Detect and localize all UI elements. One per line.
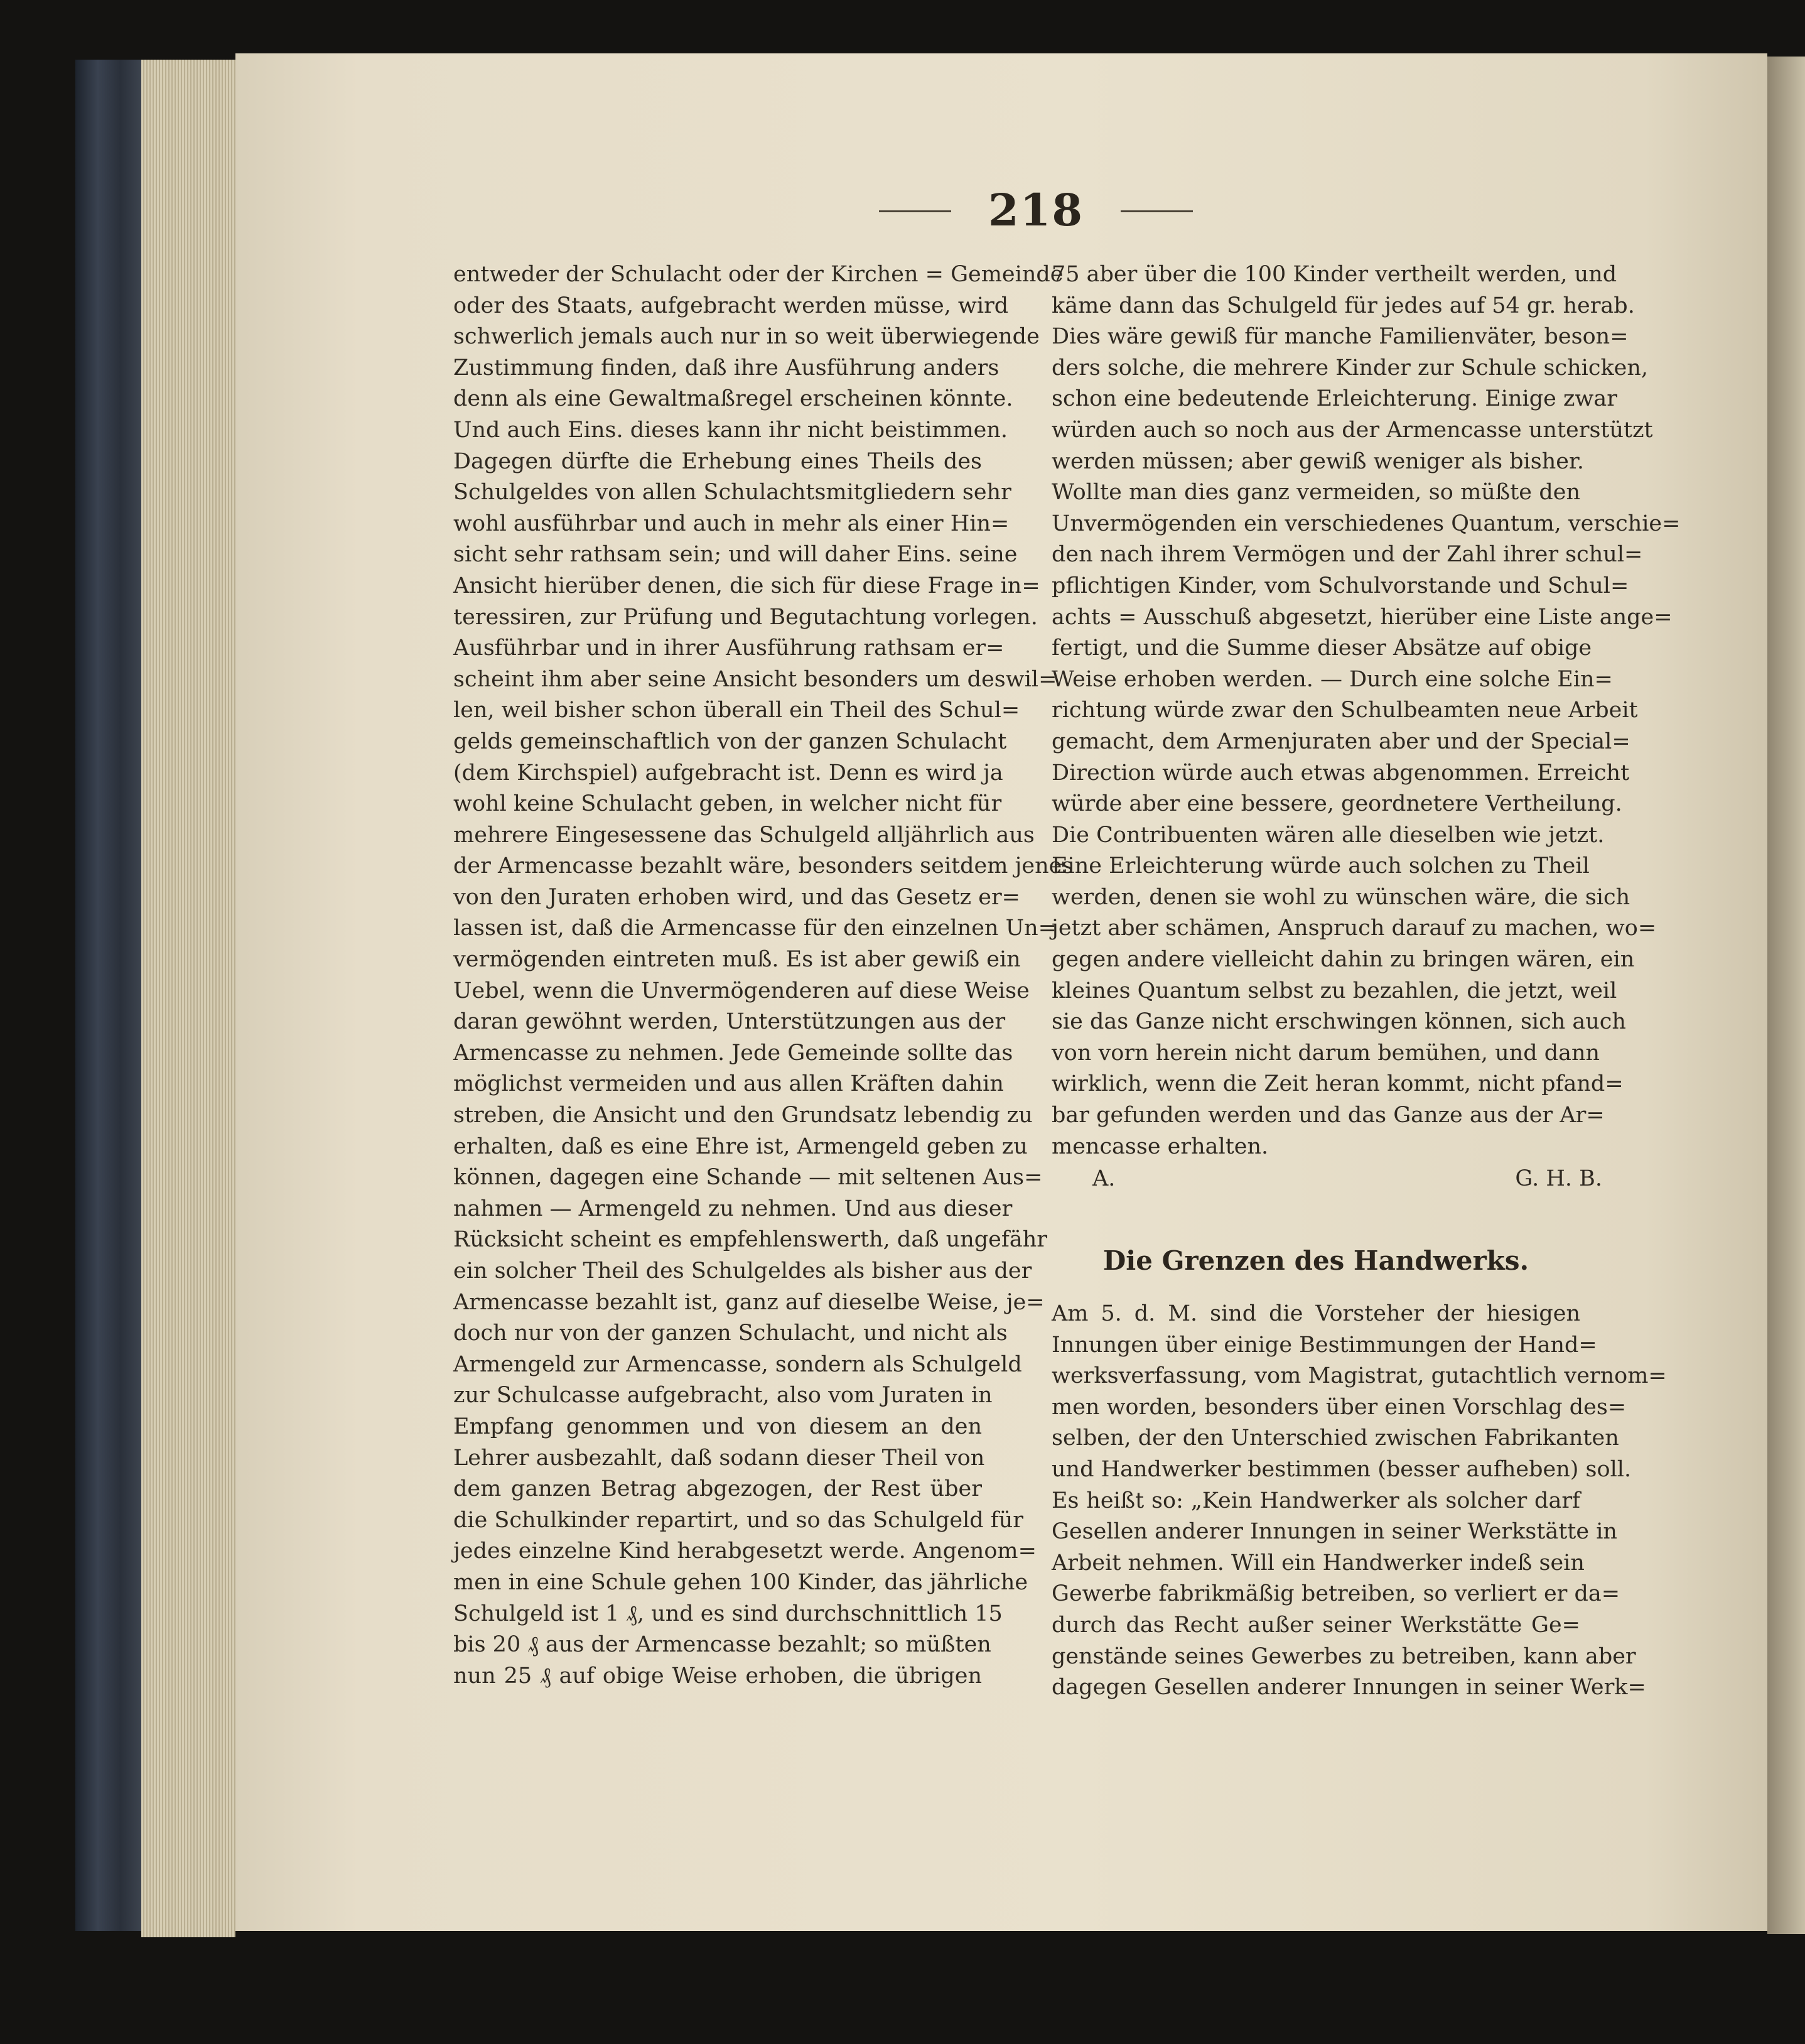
- text-line: werksverfassung, vom Magistrat, gutachtlich vernom=: [1052, 1363, 1667, 1389]
- text-line: Lehrer ausbezahlt, daß sodann dieser Theil von: [453, 1445, 985, 1471]
- text-line: der Armencasse bezahlt wäre, besonders seitdem jenes: [453, 853, 1074, 879]
- page-header: [879, 182, 1193, 239]
- text-line: Und auch Eins. dieses kann ihr nicht beistimmen.: [453, 417, 1008, 443]
- text-line: Gesellen anderer Innungen in seiner Werkstätte in: [1052, 1519, 1617, 1545]
- text-line: zur Schulcasse aufgebracht, also vom Juraten in: [453, 1383, 993, 1409]
- text-line: wohl keine Schulacht geben, in welcher nicht für: [453, 791, 1002, 817]
- text-line: scheint ihm aber seine Ansicht besonders um deswil=: [453, 666, 1057, 692]
- text-line: Schulgeldes von allen Schulachtsmitgliedern sehr: [453, 480, 1011, 506]
- text-line: selben, der den Unterschied zwischen Fabrikanten: [1052, 1425, 1619, 1451]
- text-line: Es heißt so: „Kein Handwerker als solcher darf: [1052, 1488, 1580, 1513]
- text-line: Armencasse bezahlt ist, ganz auf dieselbe Weise, je=: [453, 1289, 1045, 1315]
- text-line: jetzt aber schämen, Anspruch darauf zu machen, wo=: [1052, 916, 1657, 941]
- signature-right: G. H. B.: [1515, 1166, 1602, 1191]
- text-line: Weise erhoben werden. — Durch eine solche Ein=: [1052, 666, 1613, 692]
- text-line: und Handwerker bestimmen (besser aufheben) soll.: [1052, 1456, 1632, 1482]
- next-page-edge: [1767, 57, 1805, 1934]
- text-line: Die Contribuenten wären alle dieselben wie jetzt.: [1052, 822, 1605, 848]
- text-line: kleines Quantum selbst zu bezahlen, die jetzt, weil: [1052, 978, 1617, 1003]
- text-line: würden auch so noch aus der Armencasse unterstützt: [1052, 417, 1653, 443]
- text-line: achts = Ausschuß abgesetzt, hierüber eine Liste ange=: [1052, 604, 1673, 630]
- text-line: mehrere Eingesessene das Schulgeld alljährlich aus: [453, 822, 1035, 848]
- text-line: Dagegen dürfte die Erhebung eines Theils des: [453, 448, 982, 474]
- text-line: gemacht, dem Armenjuraten aber und der Special=: [1052, 728, 1630, 754]
- book-spine: [75, 60, 151, 1931]
- text-line: nahmen — Armengeld zu nehmen. Und aus dieser: [453, 1196, 1013, 1221]
- text-line: Empfang genommen und von diesem an den: [453, 1414, 982, 1439]
- text-line: Dies wäre gewiß für manche Familienväter, beson=: [1052, 324, 1629, 350]
- text-line: (dem Kirchspiel) aufgebracht ist. Denn es wird ja: [453, 760, 1003, 786]
- text-line: Am 5. d. M. sind die Vorsteher der hiesigen: [1052, 1301, 1580, 1326]
- text-line: bar gefunden werden und das Ganze aus der Ar=: [1052, 1103, 1605, 1128]
- text-line: gelds gemeinschaftlich von der ganzen Schulacht: [453, 728, 1007, 754]
- right-column: [1052, 259, 1681, 1162]
- text-line: lassen ist, daß die Armencasse für den einzelnen Un=: [453, 916, 1057, 941]
- text-line: von den Juraten erhoben wird, und das Gesetz er=: [453, 884, 1021, 910]
- text-line: men in eine Schule gehen 100 Kinder, das jährliche: [453, 1569, 1028, 1595]
- section-heading: Die Grenzen des Handwerks.: [1102, 1245, 1529, 1276]
- text-line: schon eine bedeutende Erleichterung. Einige zwar: [1052, 386, 1617, 412]
- text-line: denn als eine Gewaltmaßregel erscheinen könnte.: [453, 386, 1013, 412]
- text-line: Rücksicht scheint es empfehlenswerth, daß ungefähr: [453, 1227, 1047, 1253]
- text-line: vermögenden eintreten muß. Es ist aber gewiß ein: [453, 947, 1021, 973]
- text-line: dem ganzen Betrag abgezogen, der Rest über: [453, 1476, 982, 1502]
- signature-left: A.: [1092, 1166, 1116, 1191]
- text-line: die Schulkinder repartirt, und so das Schulgeld für: [453, 1507, 1024, 1533]
- text-line: schwerlich jemals auch nur in so weit überwiegende: [453, 324, 1040, 350]
- text-line: men worden, besonders über einen Vorschlag des=: [1052, 1394, 1627, 1420]
- text-line: ders solche, die mehrere Kinder zur Schule schicken,: [1052, 355, 1649, 381]
- text-line: erhalten, daß es eine Ehre ist, Armengeld geben zu: [453, 1133, 1028, 1159]
- page-number: 218: [988, 184, 1084, 236]
- text-line: Ausführbar und in ihrer Ausführung rathsam er=: [453, 635, 1005, 661]
- text-line: wohl ausführbar und auch in mehr als einer Hin=: [453, 511, 1010, 536]
- text-line: doch nur von der ganzen Schulacht, und nicht als: [453, 1321, 1008, 1346]
- text-line: Direction würde auch etwas abgenommen. Erreicht: [1052, 760, 1630, 786]
- text-line: streben, die Ansicht und den Grundsatz lebendig zu: [453, 1103, 1033, 1128]
- text-line: entweder der Schulacht oder der Kirchen = Gemeinde: [453, 262, 1064, 287]
- text-line: teressiren, zur Prüfung und Begutachtung vorlegen.: [453, 604, 1038, 630]
- text-line: werden, denen sie wohl zu wünschen wäre, die sich: [1052, 884, 1630, 910]
- header-rule-right: [1121, 210, 1193, 212]
- text-line: Uebel, wenn die Unvermögenderen auf diese Weise: [453, 978, 1030, 1003]
- text-line: daran gewöhnt werden, Unterstützungen aus der: [453, 1009, 1006, 1035]
- text-line: Arbeit nehmen. Will ein Handwerker indeß sein: [1052, 1550, 1585, 1576]
- text-line: ein solcher Theil des Schulgeldes als bisher aus der: [453, 1258, 1032, 1284]
- section-text: [1052, 1299, 1667, 1704]
- text-line: Wollte man dies ganz vermeiden, so müßte den: [1052, 480, 1580, 506]
- text-line: Armengeld zur Armencasse, sondern als Schulgeld: [453, 1351, 1022, 1377]
- text-line: Unvermögenden ein verschiedenes Quantum, verschie=: [1052, 511, 1681, 536]
- left-column: [453, 259, 1074, 1692]
- text-line: fertigt, und die Summe dieser Absätze auf obige: [1052, 635, 1592, 661]
- text-line: möglichst vermeiden und aus allen Kräften dahin: [453, 1071, 1004, 1097]
- text-line: Armencasse zu nehmen. Jede Gemeinde sollte das: [453, 1040, 1013, 1066]
- text-line: sicht sehr rathsam sein; und will daher Eins. seine: [453, 542, 1018, 568]
- text-line: sie das Ganze nicht erschwingen können, sich auch: [1052, 1009, 1626, 1035]
- text-line: Zustimmung finden, daß ihre Ausführung anders: [453, 355, 999, 381]
- text-line: Schulgeld ist 1 ₰, und es sind durchschnittlich 15: [453, 1601, 1003, 1626]
- text-line: Ansicht hierüber denen, die sich für diese Frage in=: [453, 573, 1040, 598]
- text-line: von vorn herein nicht darum bemühen, und dann: [1052, 1040, 1600, 1066]
- text-line: können, dagegen eine Schande — mit seltenen Aus=: [453, 1165, 1043, 1191]
- text-line: oder des Staats, aufgebracht werden müsse, wird: [453, 293, 1009, 318]
- text-line: würde aber eine bessere, geordnetere Vertheilung.: [1052, 791, 1622, 817]
- text-line: pflichtigen Kinder, vom Schulvorstande und Schul=: [1052, 573, 1629, 598]
- text-line: 75 aber über die 100 Kinder vertheilt werden, und: [1052, 262, 1617, 287]
- text-line: nun 25 ₰ auf obige Weise erhoben, die übrigen: [453, 1663, 982, 1689]
- signature-line: [1092, 1163, 1602, 1194]
- text-line: mencasse erhalten.: [1052, 1133, 1269, 1159]
- text-line: Innungen über einige Bestimmungen der Hand=: [1052, 1332, 1597, 1358]
- text-line: durch das Recht außer seiner Werkstätte Ge=: [1052, 1612, 1580, 1638]
- text-line: jedes einzelne Kind herabgesetzt werde. Angenom=: [453, 1538, 1037, 1564]
- text-line: bis 20 ₰ aus der Armencasse bezahlt; so müßten: [453, 1632, 991, 1658]
- text-line: Gewerbe fabrikmäßig betreiben, so verliert er da=: [1052, 1581, 1620, 1607]
- text-line: richtung würde zwar den Schulbeamten neue Arbeit: [1052, 698, 1638, 723]
- text-line: wirklich, wenn die Zeit heran kommt, nicht pfand=: [1052, 1071, 1624, 1097]
- text-line: gegen andere vielleicht dahin zu bringen wären, ein: [1052, 947, 1635, 973]
- text-line: dagegen Gesellen anderer Innungen in seiner Werk=: [1052, 1675, 1646, 1701]
- text-line: len, weil bisher schon überall ein Theil des Schul=: [453, 698, 1020, 723]
- text-line: genstände seines Gewerbes zu betreiben, kann aber: [1052, 1643, 1636, 1669]
- text-line: Eine Erleichterung würde auch solchen zu Theil: [1052, 853, 1590, 879]
- page-edges: [141, 60, 235, 1937]
- text-line: werden müssen; aber gewiß weniger als bisher.: [1052, 448, 1584, 474]
- text-line: käme dann das Schulgeld für jedes auf 54 gr. herab.: [1052, 293, 1635, 318]
- text-line: den nach ihrem Vermögen und der Zahl ihrer schul=: [1052, 542, 1643, 568]
